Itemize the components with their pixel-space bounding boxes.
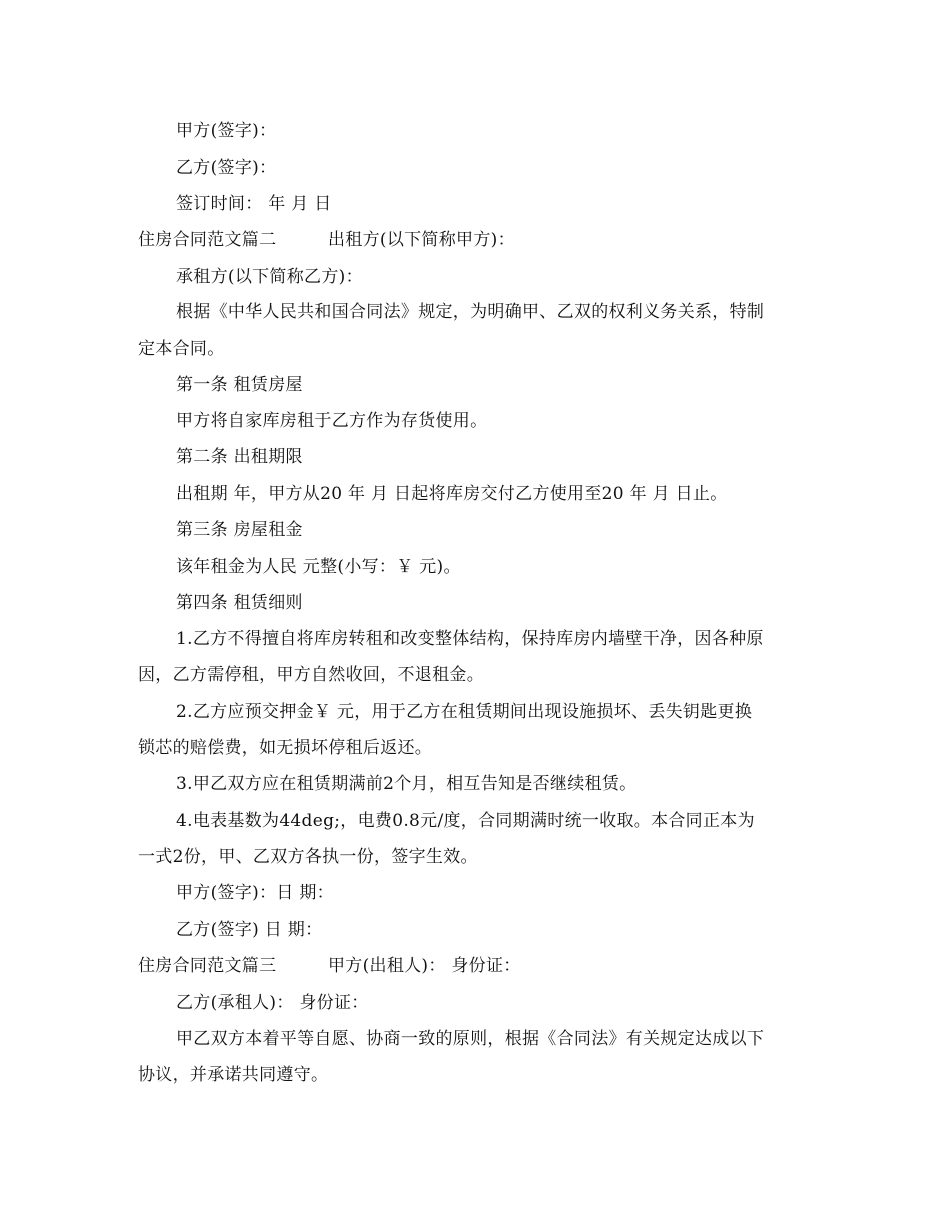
paragraph-line: 4.电表基数为44deg;，电费0.8元/度，合同期满时统一收取。本合同正本为 (176, 811, 755, 831)
section-2-heading (138, 230, 515, 250)
paragraph-line: 甲乙双方本着平等自愿、协商一致的原则，根据《合同法》有关规定达成以下 (176, 1029, 765, 1049)
paragraph-line: 定本合同。 (138, 339, 225, 359)
section-2-title: 住房合同范文篇二 (138, 230, 277, 250)
section-3-title: 住房合同范文篇三 (138, 956, 277, 976)
paragraph-line: 2.乙方应预交押金￥ 元，用于乙方在租赁期间出现设施损坏、丢失钥匙更换 (176, 702, 753, 722)
clause-heading: 第二条 出租期限 (176, 447, 303, 467)
party-a-signature-date: 甲方(签字)：日 期： (176, 883, 334, 903)
lessee-id-line: 乙方(承租人)： 身份证： (176, 993, 369, 1013)
paragraph-line: 锁芯的赔偿费，如无损坏停租后返还。 (138, 738, 433, 758)
paragraph-line: 出租期 年，甲方从20 年 月 日起将库房交付乙方使用至20 年 月 日止。 (176, 484, 728, 504)
party-a-signature: 甲方(签字)： (176, 121, 277, 141)
signing-date: 签订时间： 年 月 日 (176, 194, 332, 214)
clause-heading: 第三条 房屋租金 (176, 520, 303, 540)
clause-heading: 第四条 租赁细则 (176, 593, 303, 613)
paragraph-line: 1.乙方不得擅自将库房转租和改变整体结构，保持库房内墙壁干净，因各种原 (176, 629, 764, 649)
paragraph-line: 一式2份，甲、乙双方各执一份，签字生效。 (138, 847, 478, 867)
paragraph-line: 3.甲乙双方应在租赁期满前2个月，相互告知是否继续租赁。 (176, 774, 637, 794)
party-b-signature: 乙方(签字)： (176, 158, 277, 178)
paragraph-line: 协议，并承诺共同遵守。 (138, 1065, 329, 1085)
section-2-lessor: 出租方(以下简称甲方)： (328, 230, 515, 250)
paragraph-line: 甲方将自家库房租于乙方作为存货使用。 (176, 411, 488, 431)
clause-heading: 第一条 租赁房屋 (176, 375, 303, 395)
paragraph-line: 根据《中华人民共和国合同法》规定，为明确甲、乙双的权利义务关系，特制 (176, 302, 765, 322)
paragraph-line: 该年租金为人民 元整(小写：￥ 元)。 (176, 557, 461, 577)
section-3-heading (138, 956, 521, 976)
lessee-line: 承租方(以下简称乙方)： (176, 267, 363, 287)
section-3-lessor: 甲方(出租人)： 身份证： (328, 956, 521, 976)
party-b-signature-date: 乙方(签字) 日 期： (176, 920, 323, 940)
paragraph-line: 因，乙方需停租，甲方自然收回，不退租金。 (138, 665, 484, 685)
